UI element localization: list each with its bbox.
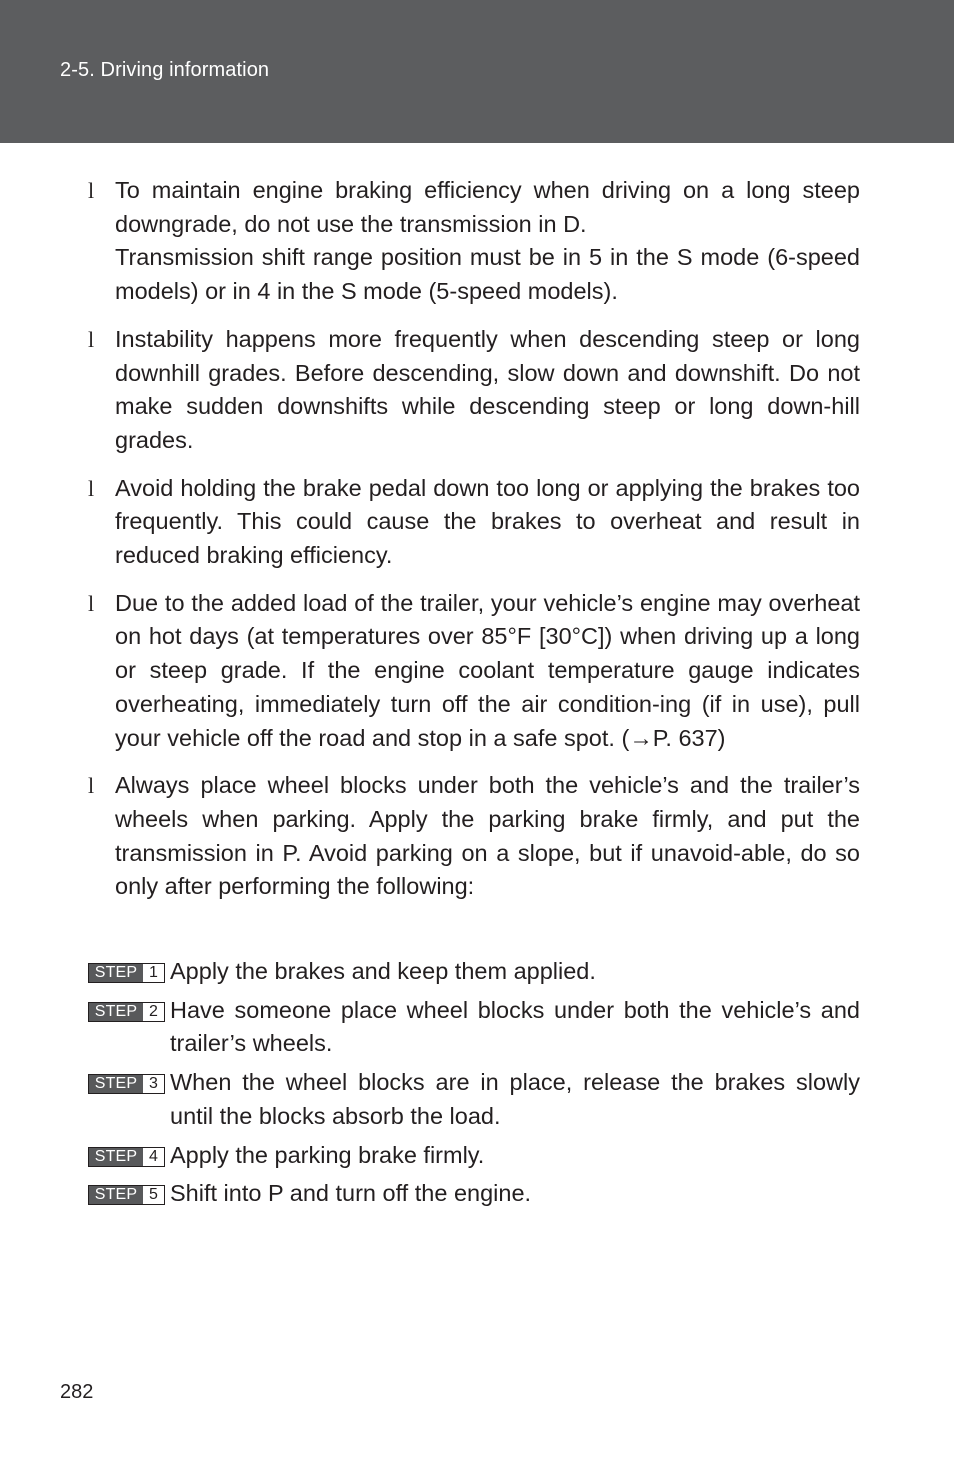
step-badge <box>88 1185 165 1205</box>
step-number: 3 <box>143 1075 164 1093</box>
bullet-item <box>88 587 860 756</box>
step-text: Apply the parking brake firmly. <box>170 1141 485 1168</box>
step-word: STEP <box>89 1075 143 1093</box>
step-row <box>88 1177 860 1211</box>
step-badge <box>88 1002 165 1022</box>
step-number: 2 <box>143 1003 164 1021</box>
step-badge <box>88 1074 165 1094</box>
bullet-marker: l <box>88 178 95 203</box>
bullet-text: Due to the added load of the trailer, your vehicle’s engine may overheat on hot days (at temperatures over 85°F [30°C]) when driving up a long or steep grade. If the engine coolant temperature gauge indicates overheating, immediately turn off the air condition-ing (if in use), pull your vehicle off the road and stop in a safe spot. (→P. 637) <box>115 589 860 751</box>
step-number: 4 <box>143 1148 164 1166</box>
step-row <box>88 1066 860 1133</box>
bullet-text: Always place wheel blocks under both the vehicle’s and the trailer’s wheels when parking. Apply the parking brake firmly, and put the transmission in P. Avoid parking on a slope, but if unavoid-able, do so only after performing the following: <box>115 772 860 900</box>
page-number: 282 <box>60 1381 94 1403</box>
bullet-item <box>88 769 860 904</box>
step-text: When the wheel blocks are in place, release the brakes slowly until the blocks absorb the load. <box>170 1069 860 1129</box>
bullet-text: Instability happens more frequently when descending steep or long downhill grades. Before descending, slow down and downshift. Do not make sudden downshifts while descending steep or long down-hill grades. <box>115 325 860 453</box>
step-row <box>88 1139 860 1173</box>
bullet-marker: l <box>88 326 95 352</box>
step-text: Shift into P and turn off the engine. <box>170 1180 532 1207</box>
step-word: STEP <box>89 1003 143 1021</box>
step-number: 5 <box>143 1186 164 1204</box>
step-badge <box>88 963 165 983</box>
bullet-list <box>88 174 860 918</box>
bullet-text: To maintain engine braking efficiency when driving on a long steep downgrade, do not use the transmission in D. <box>115 177 860 237</box>
step-badge <box>88 1147 165 1167</box>
bullet-marker: l <box>88 475 95 501</box>
header-band <box>0 0 954 143</box>
bullet-item <box>88 472 860 573</box>
step-text: Have someone place wheel blocks under both the vehicle’s and trailer’s wheels. <box>170 996 860 1057</box>
bullet-marker: l <box>88 590 95 616</box>
bullet-text: Avoid holding the brake pedal down too long or applying the brakes too frequently. This could cause the brakes to overheat and result in reduced braking efficiency. <box>115 474 860 569</box>
bullet-marker: l <box>88 773 95 799</box>
step-word: STEP <box>89 1186 143 1204</box>
bullet-item <box>88 323 860 458</box>
step-word: STEP <box>89 964 143 982</box>
step-row <box>88 955 860 989</box>
step-list <box>88 955 860 1216</box>
step-number: 1 <box>143 964 164 982</box>
step-text: Apply the brakes and keep them applied. <box>170 958 596 984</box>
bullet-item <box>88 174 860 309</box>
step-row <box>88 994 860 1061</box>
step-word: STEP <box>89 1148 143 1166</box>
bullet-text: Transmission shift range position must be in 5 in the S mode (6-speed models) or in 4 in the S mode (5-speed models). <box>115 244 860 305</box>
section-title: 2-5. Driving information <box>60 59 270 81</box>
